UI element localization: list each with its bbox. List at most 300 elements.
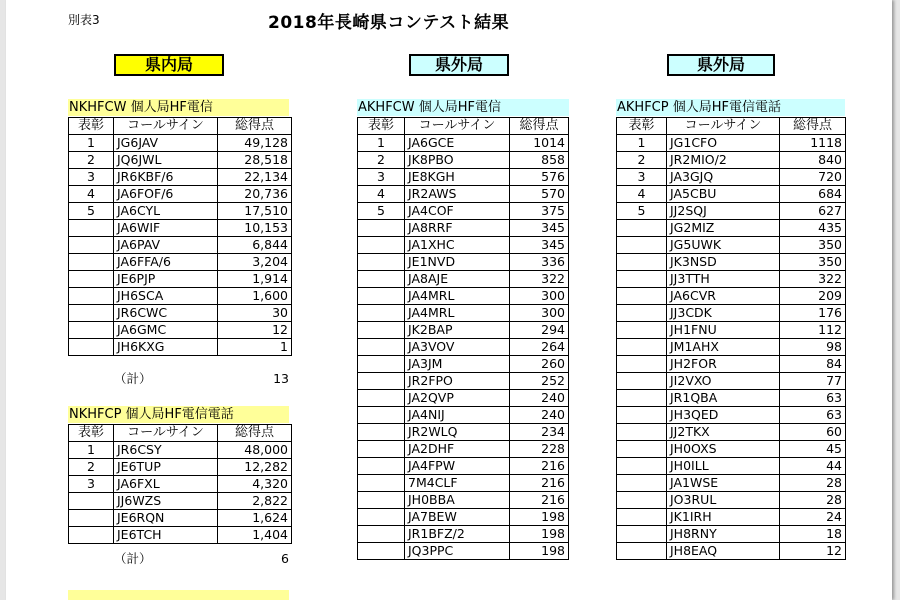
score-cell: 49,128	[218, 135, 292, 152]
header-rank: 表彰	[69, 118, 114, 135]
callsign-cell: JJ3CDK	[667, 305, 780, 322]
score-cell: 684	[780, 186, 846, 203]
rank-cell: 4	[617, 186, 667, 203]
rank-cell	[617, 492, 667, 509]
table-row	[358, 407, 569, 424]
callsign-cell: JA3VOV	[405, 339, 510, 356]
table-row	[358, 339, 569, 356]
rank-cell	[358, 339, 405, 356]
score-cell: 44	[780, 458, 846, 475]
callsign-cell: JH2FOR	[667, 356, 780, 373]
rank-cell	[358, 424, 405, 441]
page-title: 2018年長崎県コンテスト結果	[268, 13, 510, 33]
callsign-cell: JA5CBU	[667, 186, 780, 203]
table-row	[69, 476, 292, 493]
rank-cell	[617, 407, 667, 424]
rank-cell	[358, 475, 405, 492]
rank-cell	[617, 390, 667, 407]
table-row	[358, 373, 569, 390]
callsign-cell: JH8RNY	[667, 526, 780, 543]
score-cell: 10,153	[218, 220, 292, 237]
score-cell: 240	[510, 390, 569, 407]
callsign-cell: JJ2SQJ	[667, 203, 780, 220]
rank-cell	[358, 458, 405, 475]
score-cell: 18	[780, 526, 846, 543]
akhfcw-results-table	[357, 117, 569, 560]
table-row	[617, 543, 846, 560]
score-cell: 12	[780, 543, 846, 560]
region-label-in-prefecture: 県内局	[114, 54, 224, 76]
table-row	[617, 509, 846, 526]
score-cell: 3,204	[218, 254, 292, 271]
table-row	[69, 271, 292, 288]
table-row	[69, 254, 292, 271]
table-row	[358, 356, 569, 373]
rank-cell	[358, 271, 405, 288]
score-cell: 112	[780, 322, 846, 339]
rank-cell	[617, 305, 667, 322]
header-score: 総得点	[510, 118, 569, 135]
table-row	[69, 135, 292, 152]
table-row	[69, 442, 292, 459]
score-cell: 216	[510, 492, 569, 509]
score-cell: 1,914	[218, 271, 292, 288]
callsign-cell: JE1NVD	[405, 254, 510, 271]
region-label-out-prefecture-cp: 県外局	[667, 54, 775, 76]
callsign-cell: JA4FPW	[405, 458, 510, 475]
callsign-cell: JO3RUL	[667, 492, 780, 509]
table-row	[617, 203, 846, 220]
rank-cell: 1	[617, 135, 667, 152]
score-cell: 48,000	[218, 442, 292, 459]
callsign-cell: JA1WSE	[667, 475, 780, 492]
table-row	[358, 424, 569, 441]
score-cell: 1,600	[218, 288, 292, 305]
callsign-cell: JA6FFA/6	[114, 254, 218, 271]
table-row	[358, 254, 569, 271]
rank-cell	[69, 288, 114, 305]
table-row	[617, 288, 846, 305]
rank-cell: 2	[617, 152, 667, 169]
score-cell: 28,518	[218, 152, 292, 169]
callsign-cell: JE6TUP	[114, 459, 218, 476]
score-cell: 627	[780, 203, 846, 220]
table-row	[358, 322, 569, 339]
rank-cell	[69, 271, 114, 288]
score-cell: 858	[510, 152, 569, 169]
nkhfcw-total-count: 13	[273, 371, 289, 386]
score-cell: 1014	[510, 135, 569, 152]
callsign-cell: JA6CVR	[667, 288, 780, 305]
callsign-cell: JA3GJQ	[667, 169, 780, 186]
rank-cell	[617, 271, 667, 288]
callsign-cell: JA4MRL	[405, 288, 510, 305]
callsign-cell: JR2AWS	[405, 186, 510, 203]
score-cell: 6,844	[218, 237, 292, 254]
table-row	[617, 458, 846, 475]
rank-cell: 5	[617, 203, 667, 220]
score-cell: 12	[218, 322, 292, 339]
nkhfcp-results-table	[68, 424, 292, 544]
header-score: 総得点	[780, 118, 846, 135]
rank-cell	[69, 493, 114, 510]
score-cell: 28	[780, 475, 846, 492]
callsign-cell: JA2QVP	[405, 390, 510, 407]
callsign-cell: JR6KBF/6	[114, 169, 218, 186]
table-row	[617, 475, 846, 492]
rank-cell	[358, 390, 405, 407]
table-row	[69, 288, 292, 305]
score-cell: 240	[510, 407, 569, 424]
callsign-cell: JR2WLQ	[405, 424, 510, 441]
callsign-cell: JA6WIF	[114, 220, 218, 237]
rank-cell: 1	[69, 442, 114, 459]
rank-cell: 5	[358, 203, 405, 220]
table-row	[617, 407, 846, 424]
score-cell: 60	[780, 424, 846, 441]
callsign-cell: JJ6WZS	[114, 493, 218, 510]
table-row	[358, 288, 569, 305]
rank-cell	[617, 254, 667, 271]
rank-cell	[69, 237, 114, 254]
rank-cell	[69, 322, 114, 339]
rank-cell	[69, 527, 114, 544]
table-row	[617, 526, 846, 543]
callsign-cell: JI2VXO	[667, 373, 780, 390]
callsign-cell: JG5UWK	[667, 237, 780, 254]
rank-cell	[69, 220, 114, 237]
score-cell: 63	[780, 390, 846, 407]
callsign-cell: JR6CWC	[114, 305, 218, 322]
score-cell: 300	[510, 305, 569, 322]
callsign-cell: JA6PAV	[114, 237, 218, 254]
rank-cell: 3	[69, 169, 114, 186]
rank-cell	[358, 322, 405, 339]
table-row	[617, 390, 846, 407]
table-row	[69, 510, 292, 527]
callsign-cell: JA3JM	[405, 356, 510, 373]
section-title-nkhfcw: NKHFCW 個人局HF電信	[68, 99, 289, 116]
callsign-cell: JG6JAV	[114, 135, 218, 152]
callsign-cell: JH0ILL	[667, 458, 780, 475]
rank-cell	[358, 441, 405, 458]
region-label-out-prefecture-cw: 県外局	[409, 54, 509, 76]
rank-cell: 1	[69, 135, 114, 152]
section-title-akhfcp: AKHFCP 個人局HF電信電話	[616, 99, 845, 116]
score-cell: 198	[510, 509, 569, 526]
table-header-row	[69, 118, 292, 135]
callsign-cell: JR1BFZ/2	[405, 526, 510, 543]
rank-cell	[617, 509, 667, 526]
callsign-cell: JK8PBO	[405, 152, 510, 169]
callsign-cell: JK3NSD	[667, 254, 780, 271]
callsign-cell: JA8RRF	[405, 220, 510, 237]
rank-cell	[617, 526, 667, 543]
table-row	[617, 237, 846, 254]
callsign-cell: JJ2TKX	[667, 424, 780, 441]
score-cell: 576	[510, 169, 569, 186]
score-cell: 1,404	[218, 527, 292, 544]
callsign-cell: JA4COF	[405, 203, 510, 220]
table-row	[358, 169, 569, 186]
score-cell: 63	[780, 407, 846, 424]
rank-cell: 2	[69, 459, 114, 476]
score-cell: 1,624	[218, 510, 292, 527]
rank-cell	[358, 509, 405, 526]
rank-cell	[69, 305, 114, 322]
table-row	[358, 458, 569, 475]
rank-cell	[358, 407, 405, 424]
score-cell: 228	[510, 441, 569, 458]
spreadsheet-page	[6, 0, 892, 600]
table-row	[69, 169, 292, 186]
table-row	[69, 527, 292, 544]
score-cell: 12,282	[218, 459, 292, 476]
callsign-cell: JM1AHX	[667, 339, 780, 356]
sheet-label: 別表3	[68, 13, 100, 27]
rank-cell	[358, 288, 405, 305]
nkhfcp-total-row	[68, 551, 291, 567]
table-row	[617, 305, 846, 322]
callsign-cell: JR2FPO	[405, 373, 510, 390]
table-row	[358, 237, 569, 254]
table-row	[617, 186, 846, 203]
callsign-cell: JA6CYL	[114, 203, 218, 220]
rank-cell	[69, 254, 114, 271]
rank-cell	[617, 288, 667, 305]
table-row	[358, 186, 569, 203]
table-row	[69, 237, 292, 254]
callsign-cell: JA4MRL	[405, 305, 510, 322]
callsign-cell: JQ6JWL	[114, 152, 218, 169]
rank-cell	[617, 543, 667, 560]
score-cell: 1118	[780, 135, 846, 152]
rank-cell: 3	[69, 476, 114, 493]
callsign-cell: JK2BAP	[405, 322, 510, 339]
score-cell: 98	[780, 339, 846, 356]
score-cell: 234	[510, 424, 569, 441]
table-row	[69, 322, 292, 339]
score-cell: 45	[780, 441, 846, 458]
table-row	[69, 459, 292, 476]
rank-cell: 2	[358, 152, 405, 169]
table-row	[617, 441, 846, 458]
table-header-row	[617, 118, 846, 135]
callsign-cell: JH8EAQ	[667, 543, 780, 560]
rank-cell: 4	[69, 186, 114, 203]
score-cell: 216	[510, 475, 569, 492]
callsign-cell: JH6SCA	[114, 288, 218, 305]
callsign-cell: JA6GMC	[114, 322, 218, 339]
table-row	[358, 305, 569, 322]
score-cell: 336	[510, 254, 569, 271]
rank-cell	[358, 526, 405, 543]
score-cell: 198	[510, 543, 569, 560]
table-row	[617, 169, 846, 186]
score-cell: 30	[218, 305, 292, 322]
table-row	[69, 339, 292, 356]
header-rank: 表彰	[617, 118, 667, 135]
header-rank: 表彰	[69, 425, 114, 442]
callsign-cell: JJ3TTH	[667, 271, 780, 288]
rank-cell	[617, 475, 667, 492]
header-rank: 表彰	[358, 118, 405, 135]
header-score: 総得点	[218, 118, 292, 135]
callsign-cell: JA1XHC	[405, 237, 510, 254]
nkhfcw-results-table	[68, 117, 292, 356]
score-cell: 435	[780, 220, 846, 237]
rank-cell	[69, 339, 114, 356]
table-row	[69, 305, 292, 322]
score-cell: 22,134	[218, 169, 292, 186]
callsign-cell: JH6KXG	[114, 339, 218, 356]
callsign-cell: JR2MIO/2	[667, 152, 780, 169]
callsign-cell: JE6TCH	[114, 527, 218, 544]
table-row	[358, 526, 569, 543]
section-title-nkhfcp: NKHFCP 個人局HF電信電話	[68, 406, 289, 423]
score-cell: 216	[510, 458, 569, 475]
table-row	[69, 493, 292, 510]
callsign-cell: JE8KGH	[405, 169, 510, 186]
score-cell: 2,822	[218, 493, 292, 510]
score-cell: 198	[510, 526, 569, 543]
table-row	[69, 220, 292, 237]
callsign-cell: JA7BEW	[405, 509, 510, 526]
rank-cell	[358, 492, 405, 509]
score-cell: 176	[780, 305, 846, 322]
rank-cell: 4	[358, 186, 405, 203]
nkhfcw-total-row	[68, 371, 291, 387]
table-row	[358, 441, 569, 458]
score-cell: 24	[780, 509, 846, 526]
callsign-cell: JH0OXS	[667, 441, 780, 458]
rank-cell: 3	[617, 169, 667, 186]
callsign-cell: JE6RQN	[114, 510, 218, 527]
table-row	[358, 203, 569, 220]
total-label: （計）	[114, 551, 152, 566]
total-label: （計）	[114, 371, 152, 386]
callsign-cell: JQ3PPC	[405, 543, 510, 560]
rank-cell	[358, 373, 405, 390]
score-cell: 260	[510, 356, 569, 373]
score-cell: 252	[510, 373, 569, 390]
rank-cell	[617, 220, 667, 237]
callsign-cell: JR6CSY	[114, 442, 218, 459]
callsign-cell: JR1QBA	[667, 390, 780, 407]
score-cell: 28	[780, 492, 846, 509]
callsign-cell: 7M4CLF	[405, 475, 510, 492]
rank-cell	[69, 510, 114, 527]
callsign-cell: JA2DHF	[405, 441, 510, 458]
callsign-cell: JG2MIZ	[667, 220, 780, 237]
score-cell: 209	[780, 288, 846, 305]
table-header-row	[69, 425, 292, 442]
score-cell: 350	[780, 254, 846, 271]
rank-cell	[617, 322, 667, 339]
table-row	[358, 543, 569, 560]
rank-cell	[358, 220, 405, 237]
header-call: コールサイン	[667, 118, 780, 135]
score-cell: 84	[780, 356, 846, 373]
score-cell: 4,320	[218, 476, 292, 493]
score-cell: 720	[780, 169, 846, 186]
table-row	[617, 373, 846, 390]
table-row	[617, 492, 846, 509]
score-cell: 350	[780, 237, 846, 254]
table-row	[69, 186, 292, 203]
rank-cell	[617, 237, 667, 254]
callsign-cell: JG1CFO	[667, 135, 780, 152]
table-row	[358, 509, 569, 526]
table-row	[617, 424, 846, 441]
section-title-partial	[68, 590, 289, 600]
score-cell: 322	[510, 271, 569, 288]
rank-cell	[358, 356, 405, 373]
rank-cell	[617, 339, 667, 356]
table-row	[358, 220, 569, 237]
table-row	[617, 322, 846, 339]
table-row	[358, 152, 569, 169]
score-cell: 345	[510, 237, 569, 254]
rank-cell	[358, 237, 405, 254]
table-row	[617, 339, 846, 356]
score-cell: 20,736	[218, 186, 292, 203]
rank-cell	[617, 424, 667, 441]
callsign-cell: JK1IRH	[667, 509, 780, 526]
callsign-cell: JH3QED	[667, 407, 780, 424]
table-row	[358, 492, 569, 509]
header-score: 総得点	[218, 425, 292, 442]
table-row	[69, 203, 292, 220]
callsign-cell: JA4NIJ	[405, 407, 510, 424]
rank-cell	[617, 356, 667, 373]
callsign-cell: JA6FXL	[114, 476, 218, 493]
table-row	[617, 135, 846, 152]
table-row	[617, 220, 846, 237]
score-cell: 840	[780, 152, 846, 169]
rank-cell	[358, 305, 405, 322]
rank-cell: 3	[358, 169, 405, 186]
callsign-cell: JE6PJP	[114, 271, 218, 288]
callsign-cell: JH0BBA	[405, 492, 510, 509]
rank-cell: 1	[358, 135, 405, 152]
score-cell: 264	[510, 339, 569, 356]
akhfcp-results-table	[616, 117, 846, 560]
header-call: コールサイン	[114, 425, 218, 442]
table-header-row	[358, 118, 569, 135]
score-cell: 322	[780, 271, 846, 288]
table-row	[358, 271, 569, 288]
rank-cell: 5	[69, 203, 114, 220]
table-row	[617, 356, 846, 373]
header-call: コールサイン	[405, 118, 510, 135]
table-row	[358, 135, 569, 152]
score-cell: 77	[780, 373, 846, 390]
score-cell: 1	[218, 339, 292, 356]
table-row	[358, 475, 569, 492]
table-row	[69, 152, 292, 169]
table-row	[617, 254, 846, 271]
table-row	[358, 390, 569, 407]
rank-cell	[617, 441, 667, 458]
score-cell: 570	[510, 186, 569, 203]
score-cell: 375	[510, 203, 569, 220]
callsign-cell: JH1FNU	[667, 322, 780, 339]
rank-cell	[358, 254, 405, 271]
table-row	[617, 271, 846, 288]
score-cell: 300	[510, 288, 569, 305]
score-cell: 345	[510, 220, 569, 237]
